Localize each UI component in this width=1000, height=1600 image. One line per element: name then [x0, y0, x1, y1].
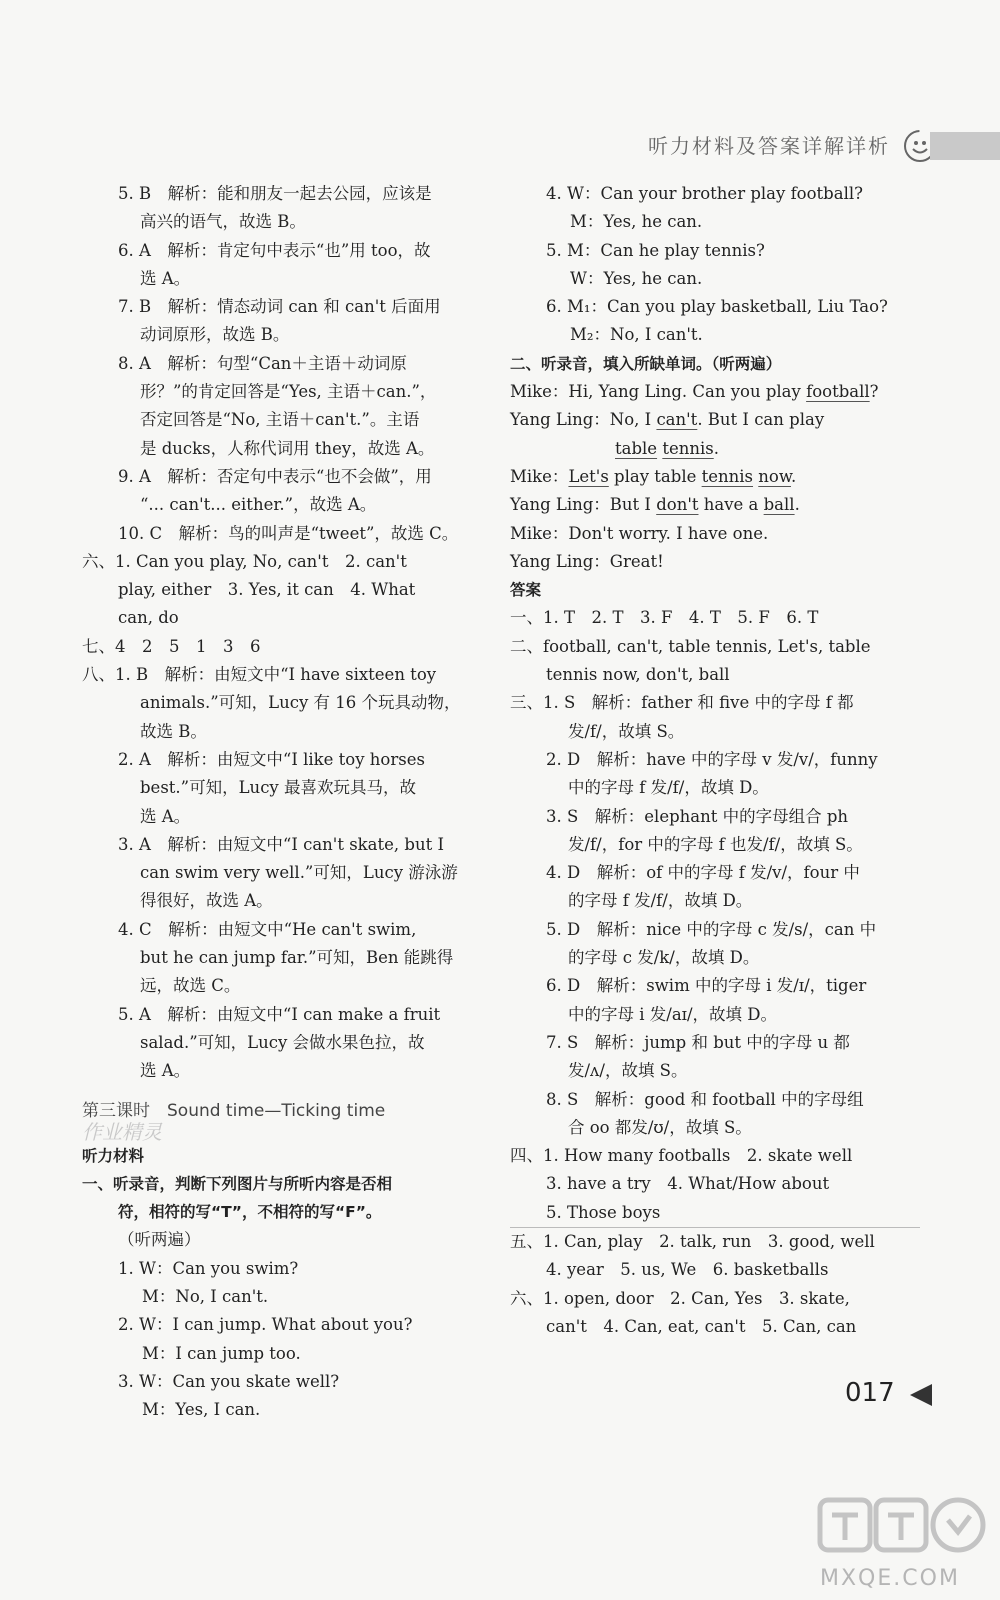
text-line: best.”可知，Lucy 最喜欢玩具马，故 — [140, 778, 416, 798]
page-arrow-icon — [910, 1384, 932, 1406]
text-line: M：No, I can't. — [142, 1286, 269, 1306]
text-line: M：Yes, he can. — [570, 212, 703, 232]
text-line: 中的字母 i 发/aɪ/，故填 D。 — [568, 1004, 777, 1024]
fill-line — [510, 378, 920, 406]
text-line: 三、1. S 解析：father 和 five 中的字母 f 都 — [510, 693, 854, 713]
text-line: 发/ʌ/，故填 S。 — [568, 1061, 688, 1081]
site-logo-text: MXQE.COM — [820, 1566, 960, 1591]
text-line: 3. S 解析：elephant 中的字母组合 ph — [546, 806, 849, 826]
text-line: W：Yes, he can. — [570, 268, 703, 288]
text-line: 是 ducks，人称代词用 they，故选 A。 — [140, 438, 435, 458]
listening-dialogs — [510, 180, 920, 350]
fill-line — [510, 491, 920, 519]
left-answers — [82, 180, 477, 1086]
text-line: 7. B 解析：情态动词 can 和 can't 后面用 — [118, 297, 441, 317]
text-line: 6. D 解析：swim 中的字母 i 发/ɪ/，tiger — [546, 976, 867, 996]
blank: football — [806, 382, 870, 402]
text-line: salad.”可知，Lucy 会做水果色拉，故 — [140, 1032, 425, 1052]
blank: don't — [656, 495, 699, 515]
text-line: 9. A 解析：否定句中表示“也不会做”，用 — [118, 466, 432, 486]
fill-heading: 二、听录音，填入所缺单词。（听两遍） — [510, 354, 782, 373]
text: Mike：Hi, Yang Ling. Can you play — [510, 382, 807, 402]
text-line: 一、1. T 2. T 3. F 4. T 5. F 6. T — [510, 608, 819, 628]
text-line: 一、听录音，判断下列图片与所听内容是否相 — [82, 1174, 393, 1193]
text-line: 选 A。 — [140, 806, 191, 826]
text-line: M：Yes, I can. — [142, 1400, 261, 1420]
text: have a — [698, 495, 764, 515]
text-line: 选 A。 — [140, 268, 191, 288]
text-line: 5. M：Can he play tennis? — [546, 240, 765, 260]
text-line: 形？”的肯定回答是“Yes, 主语＋can.”， — [140, 382, 437, 402]
text-line: 选 A。 — [140, 1061, 191, 1081]
text-line: 4. year 5. us, We 6. basketballs — [546, 1260, 829, 1280]
text-line: 1. W：Can you swim? — [118, 1258, 299, 1278]
text-line: （听两遍） — [118, 1230, 201, 1250]
text-line: 3. have a try 4. What/How about — [546, 1174, 830, 1194]
text-line: 8. S 解析：good 和 football 中的字母组 — [546, 1089, 864, 1109]
fill-line — [510, 435, 920, 463]
text-line: can't 4. Can, eat, can't 5. Can, can — [546, 1316, 857, 1336]
text: play table — [608, 466, 702, 486]
text-line: M₂：No, I can't. — [570, 325, 703, 345]
text-line: can swim very well.”可知，Lucy 游泳游 — [140, 863, 458, 883]
answer-key — [510, 604, 920, 1341]
text-line: 六、1. Can you play, No, can't 2. can't — [82, 551, 407, 571]
lesson-title: 第三课时 Sound time—Ticking time — [82, 1100, 386, 1121]
text: Mike： — [510, 466, 569, 486]
text-line: 中的字母 f 发/f/，故填 D。 — [568, 778, 769, 798]
text-line: 五、1. Can, play 2. talk, run 3. good, well — [510, 1231, 875, 1251]
text-line: 高兴的语气，故选 B。 — [140, 212, 306, 232]
text-line: animals.”可知，Lucy 有 16 个玩具动物， — [140, 693, 461, 713]
text-line: 5. Those boys — [510, 1199, 920, 1228]
answers-title: 答案 — [510, 581, 542, 600]
blank: now — [758, 466, 791, 486]
text-line: 4. W：Can your brother play football? — [546, 184, 863, 203]
text: . — [791, 466, 797, 486]
text-line: 2. D 解析：have 中的字母 v 发/v/，funny — [546, 749, 878, 769]
fill-line — [510, 463, 920, 491]
text-line: 4. C 解析：由短文中“He can't swim, — [118, 919, 417, 939]
text-line: 7. S 解析：jump 和 but 中的字母 u 都 — [546, 1032, 850, 1052]
page-header — [600, 128, 1000, 168]
text-line: 5. D 解析：nice 中的字母 c 发/s/，can 中 — [546, 919, 877, 939]
text-line: “... can't... either.”，故选 A。 — [140, 495, 377, 515]
listening-material — [82, 1170, 477, 1425]
fill-line — [510, 406, 920, 434]
page-number: 017 — [845, 1378, 895, 1408]
text-line: 8. A 解析：句型“Can＋主语＋动词原 — [118, 353, 407, 373]
header-title: 听力材料及答案详解详析 — [648, 134, 890, 158]
blank: tennis — [662, 438, 714, 458]
text-line: 5. A 解析：由短文中“I can make a fruit — [118, 1004, 441, 1024]
text-line: 10. C 解析：鸟的叫声是“tweet”，故选 C。 — [118, 523, 459, 543]
text: Yang Ling：No, I — [510, 410, 657, 430]
blank: can't — [656, 410, 698, 430]
text-line: 6. M₁：Can you play basketball, Liu Tao? — [546, 297, 888, 317]
blank: table — [615, 438, 658, 458]
text-line: 八、1. B 解析：由短文中“I have sixteen toy — [82, 665, 437, 685]
right-column — [510, 180, 920, 1341]
text-line: can, do — [118, 608, 179, 628]
text-line: but he can jump far.”可知，Ben 能跳得 — [140, 948, 454, 968]
text-line: 的字母 f 发/f/，故填 D。 — [568, 891, 753, 911]
text-line: 3. A 解析：由短文中“I can't skate, but I — [118, 834, 444, 854]
text: ? — [869, 382, 879, 402]
watermark: 作业精灵 — [82, 1119, 162, 1144]
text-line: 七、4 2 5 1 3 6 — [82, 636, 261, 656]
text-line: 故选 B。 — [140, 721, 207, 741]
blank: tennis — [701, 466, 754, 486]
text-line: tennis now, don't, ball — [546, 665, 730, 685]
text-line: 动词原形，故选 B。 — [140, 325, 290, 345]
text-line: 2. W：I can jump. What about you? — [118, 1315, 413, 1335]
text: . — [794, 495, 800, 515]
text-line: 5. B 解析：能和朋友一起去公园，应该是 — [118, 184, 432, 203]
text-line: 否定回答是“No, 主语＋can't.”。主语 — [140, 410, 420, 430]
text-line: 2. A 解析：由短文中“I like toy horses — [118, 749, 425, 769]
fill-line: Mike：Don't worry. I have one. — [510, 523, 769, 543]
text: Yang Ling：But I — [510, 495, 657, 515]
text-line: 远，故选 C。 — [140, 976, 241, 996]
text-line: 六、1. open, door 2. Can, Yes 3. skate, — [510, 1288, 850, 1308]
text-line: 4. D 解析：of 中的字母 f 发/v/，four 中 — [546, 863, 860, 883]
header-bar — [930, 132, 1000, 160]
blank: Let's — [568, 466, 609, 486]
text-line: 得很好，故选 A。 — [140, 891, 273, 911]
text-line: 的字母 c 发/k/，故填 D。 — [568, 948, 760, 968]
text-line: 二、football, can't, table tennis, Let's, table — [510, 636, 871, 656]
text-line: 四、1. How many footballs 2. skate well — [510, 1146, 853, 1166]
text-line: 发/f/，for 中的字母 f 也发/f/，故填 S。 — [568, 834, 863, 854]
text-line: 6. A 解析：肯定句中表示“也”用 too，故 — [118, 240, 431, 260]
text-line: 发/f/，故填 S。 — [568, 721, 685, 741]
text-line: 合 oo 都发/ʊ/，故填 S。 — [568, 1117, 752, 1137]
text-line: M：I can jump too. — [142, 1343, 301, 1363]
text: . But I can play — [697, 410, 825, 430]
listening-title: 听力材料 — [82, 1146, 145, 1165]
text: . — [713, 438, 719, 458]
fill-line: Yang Ling：Great! — [510, 551, 664, 571]
text-line: 3. W：Can you skate well? — [118, 1371, 340, 1391]
text-line: 符，相符的写“T”，不相符的写“F”。 — [118, 1203, 382, 1222]
text-line: play, either 3. Yes, it can 4. What — [118, 580, 416, 600]
blank: ball — [763, 495, 795, 515]
left-column — [82, 180, 477, 1424]
